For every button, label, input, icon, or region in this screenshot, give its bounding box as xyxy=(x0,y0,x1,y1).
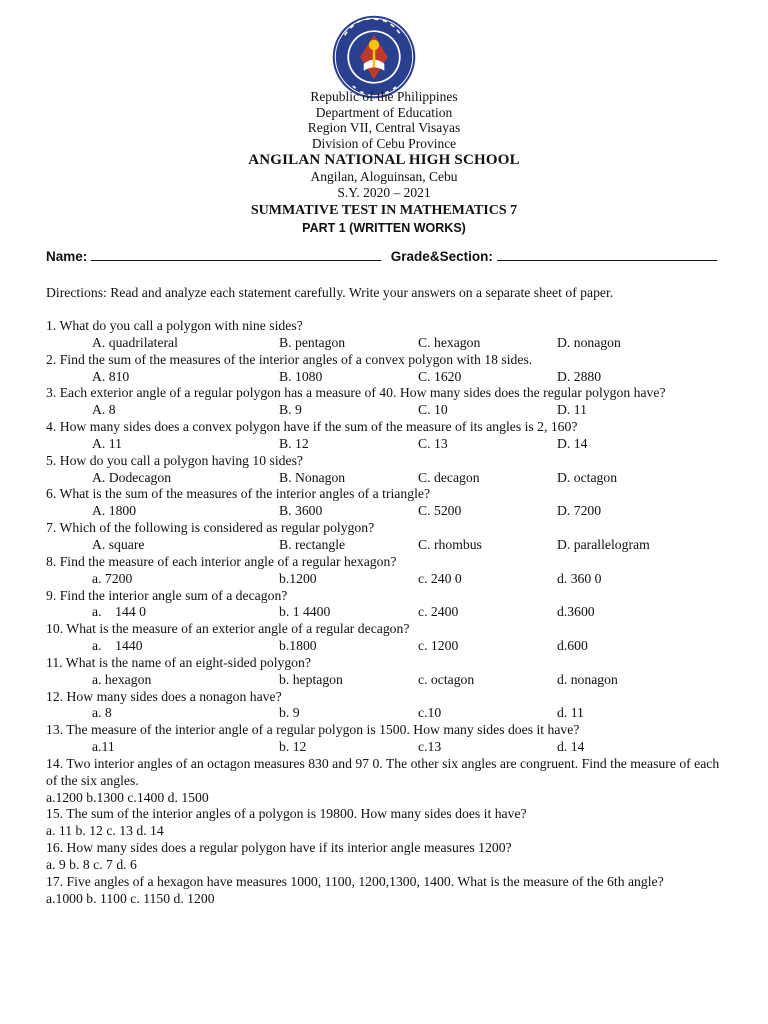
header-division: Division of Cebu Province xyxy=(311,135,457,151)
option-b: B. 9 xyxy=(279,402,302,418)
school-year: S.Y. 2020 – 2021 xyxy=(337,184,431,200)
question-2: 2. Find the sum of the measures of the interior angles of a convex polygon with 18 sides. xyxy=(46,351,533,367)
question-11: 11. What is the name of an eight-sided polygon? xyxy=(46,654,311,670)
option-c: C. hexagon xyxy=(418,334,481,350)
directions: Directions: Read and analyze each statement carefully. Write your answers on a separate sheet of paper. xyxy=(46,285,614,300)
question-7-options xyxy=(46,537,726,554)
option-a: A. 810 xyxy=(92,368,130,384)
option-d: D. 11 xyxy=(557,402,587,418)
question-12-options xyxy=(46,705,726,722)
question-4: 4. How many sides does a convex polygon have if the sum of the measure of its angles is 2, 160? xyxy=(46,419,578,435)
question-14: 14. Two interior angles of an octagon measures 830 and 97 0. The other six angles are congruent. Find the measure of each of the six angles. xyxy=(46,755,720,788)
question-9: 9. Find the interior angle sum of a decagon? xyxy=(46,587,288,603)
grade-section-label: Grade&Section: xyxy=(390,249,493,264)
option-d: D. parallelogram xyxy=(557,536,650,552)
question-8-options xyxy=(46,571,726,588)
option-c: c. 240 0 xyxy=(418,570,462,586)
question-14-options: a.1200 b.1300 c.1400 d. 1500 xyxy=(46,789,209,805)
option-c: c. octagon xyxy=(418,671,475,687)
option-a: a. 144 0 xyxy=(92,604,146,620)
option-b: B. rectangle xyxy=(279,536,346,552)
school-address: Angilan, Aloguinsan, Cebu xyxy=(310,169,458,184)
option-d: d. 14 xyxy=(557,739,585,755)
question-2-options xyxy=(46,369,726,386)
option-d: d.3600 xyxy=(557,604,595,620)
option-c: C. rhombus xyxy=(418,536,482,552)
option-b: b. 9 xyxy=(279,705,300,721)
option-b: B. Nonagon xyxy=(279,469,346,485)
name-label: Name: xyxy=(46,249,88,264)
option-c: C. 5200 xyxy=(418,503,462,519)
option-d: d.600 xyxy=(557,638,588,654)
question-5-options xyxy=(46,470,726,487)
question-11-options xyxy=(46,672,726,689)
option-a: A. 11 xyxy=(92,435,122,451)
question-13-options xyxy=(46,739,726,756)
option-b: b.1800 xyxy=(279,638,317,654)
option-d: D. octagon xyxy=(557,469,618,485)
option-c: c. 1200 xyxy=(418,638,459,654)
question-10: 10. What is the measure of an exterior angle of a regular decagon? xyxy=(46,621,410,637)
question-6: 6. What is the sum of the measures of the interior angles of a triangle? xyxy=(46,486,431,502)
option-c: c. 2400 xyxy=(418,604,459,620)
option-b: b. 12 xyxy=(279,739,307,755)
question-17: 17. Five angles of a hexagon have measures 1000, 1100, 1200,1300, 1400. What is the measure of the 6th angle? xyxy=(46,873,664,889)
test-title: SUMMATIVE TEST IN MATHEMATICS 7 xyxy=(250,203,518,218)
grade-section-blank[interactable] xyxy=(497,248,717,261)
question-12: 12. How many sides does a nonagon have? xyxy=(46,688,282,704)
option-c: C. decagon xyxy=(418,469,480,485)
option-b: b.1200 xyxy=(279,570,317,586)
option-d: d. nonagon xyxy=(557,671,618,687)
option-a: A. square xyxy=(92,536,145,552)
test-part: PART 1 (WRITTEN WORKS) xyxy=(302,221,466,235)
question-13: 13. The measure of the interior angle of a regular polygon is 1500. How many sides does it have? xyxy=(46,722,580,738)
question-1: 1. What do you call a polygon with nine sides? xyxy=(46,318,303,333)
option-d: d. 11 xyxy=(557,705,584,721)
question-10-options xyxy=(46,638,726,655)
question-5: 5. How do you call a polygon having 10 sides? xyxy=(46,452,303,468)
question-17-options: a.1000 b. 1100 c. 1150 d. 1200 xyxy=(46,890,215,906)
header-department: Department of Education xyxy=(315,104,453,120)
option-b: b. heptagon xyxy=(279,671,343,687)
option-d: D. nonagon xyxy=(557,334,621,350)
option-a: a.11 xyxy=(92,739,115,755)
question-6-options xyxy=(46,503,726,520)
option-c: C. 13 xyxy=(418,435,448,451)
option-b: B. 3600 xyxy=(279,503,323,519)
question-16-options: a. 9 b. 8 c. 7 d. 6 xyxy=(46,857,137,872)
question-3-options xyxy=(46,402,726,419)
question-3: 3. Each exterior angle of a regular polygon has a measure of 40. How many sides does the regular polygon have? xyxy=(46,385,666,401)
option-b: B. 1080 xyxy=(279,368,323,384)
question-list xyxy=(46,318,726,908)
option-a: a. hexagon xyxy=(92,671,152,687)
option-a: a. 1440 xyxy=(92,638,143,654)
option-b: B. 12 xyxy=(279,435,309,451)
option-a: A. 1800 xyxy=(92,503,137,519)
option-b: b. 1 4400 xyxy=(279,604,331,620)
option-c: c.10 xyxy=(418,705,442,721)
option-d: d. 360 0 xyxy=(557,570,602,586)
option-a: A. quadrilateral xyxy=(92,334,178,350)
option-b: B. pentagon xyxy=(279,334,346,350)
question-4-options xyxy=(46,436,726,453)
header-republic: Republic of the Philippines xyxy=(310,89,458,104)
option-d: D. 2880 xyxy=(557,368,602,384)
option-a: a. 7200 xyxy=(92,570,133,586)
deped-seal-logo xyxy=(331,14,417,100)
option-c: C. 10 xyxy=(418,402,448,418)
option-a: A. Dodecagon xyxy=(92,469,172,485)
option-c: C. 1620 xyxy=(418,368,462,384)
name-grade-line xyxy=(46,248,726,264)
name-blank[interactable] xyxy=(91,248,381,261)
document-header xyxy=(0,89,768,236)
option-a: A. 8 xyxy=(92,402,116,418)
question-7: 7. Which of the following is considered as regular polygon? xyxy=(46,520,375,536)
question-1-options xyxy=(46,335,726,352)
option-d: D. 14 xyxy=(557,435,588,451)
question-16: 16. How many sides does a regular polygon have if its interior angle measures 1200? xyxy=(46,840,512,856)
option-c: c.13 xyxy=(418,739,442,755)
header-region: Region VII, Central Visayas xyxy=(307,120,461,135)
option-a: a. 8 xyxy=(92,705,112,721)
option-d: D. 7200 xyxy=(557,503,602,519)
question-15-options: a. 11 b. 12 c. 13 d. 14 xyxy=(46,823,164,839)
question-15: 15. The sum of the interior angles of a polygon is 19800. How many sides does it have? xyxy=(46,806,527,822)
school-name: ANGILAN NATIONAL HIGH SCHOOL xyxy=(248,152,520,168)
question-8: 8. Find the measure of each interior angle of a regular hexagon? xyxy=(46,553,397,569)
question-9-options xyxy=(46,604,726,621)
